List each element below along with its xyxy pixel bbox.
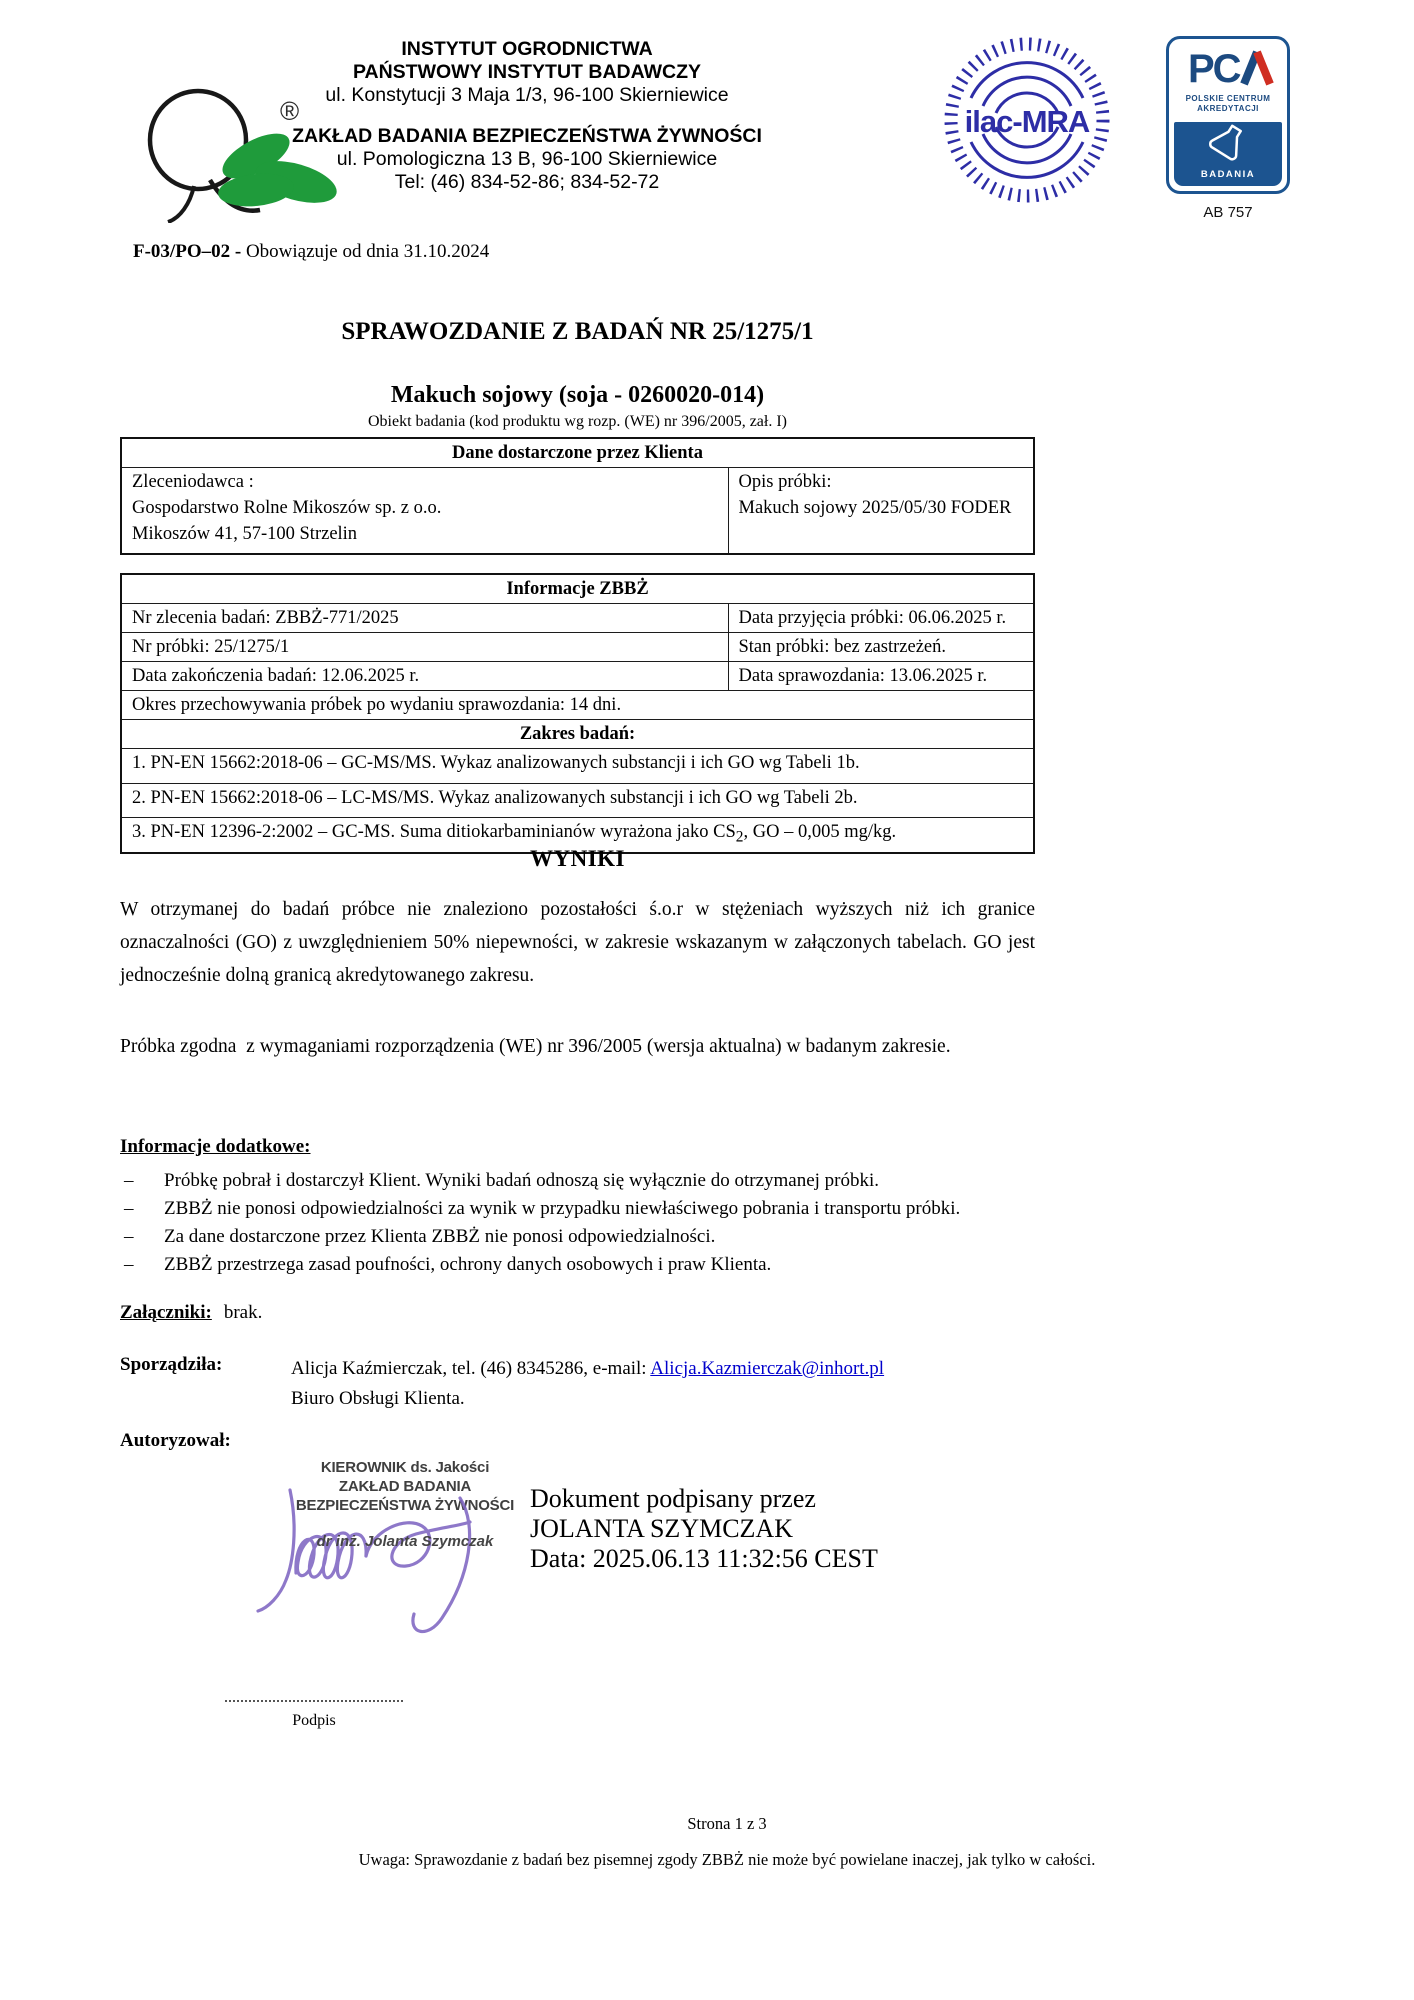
pca-logo — [1166, 36, 1290, 221]
stamp-line-1: KIEROWNIK ds. Jakości — [320, 1459, 490, 1476]
form-reference-text: Obowiązuje od dnia 31.10.2024 — [241, 241, 490, 262]
sample-desc-value: Makuch sojowy 2025/05/30 FODER — [738, 498, 1012, 518]
institute-address: ul. Konstytucji 3 Maja 1/3, 96-100 Skierniewice — [325, 84, 729, 106]
order-number-cell: Nr zlecenia badań: ZBBŻ-771/2025 — [121, 604, 728, 633]
zbbz-info-table — [120, 573, 1035, 854]
prepared-by-label: Sporządziła: — [120, 1354, 223, 1375]
form-reference — [133, 241, 489, 263]
list-item-text: ZBBŻ przestrzega zasad poufności, ochrony danych osobowych i praw Klienta. — [164, 1254, 772, 1275]
client-cell — [121, 468, 728, 555]
sample-title: Makuch sojowy (soja - 0260020-014) — [390, 382, 765, 408]
client-table-header: Dane dostarczone przez Klienta — [121, 438, 1034, 468]
report-date-cell: Data sprawozdania: 13.06.2025 r. — [728, 662, 1034, 691]
pca-accreditation-number: AB 757 — [1203, 204, 1253, 221]
list-item-text: Próbkę pobrał i dostarczył Klient. Wyniki badań odnoszą się wyłącznie do otrzymanej próbki. — [164, 1170, 880, 1191]
pca-name-line2: AKREDYTACJI — [1197, 104, 1259, 113]
department-address: ul. Pomologiczna 13 B, 96-100 Skierniewice — [336, 148, 718, 170]
list-item — [120, 1251, 1035, 1279]
attachments-value: brak. — [223, 1302, 263, 1323]
sample-desc-cell — [728, 468, 1034, 555]
pca-name-line1: POLSKIE CENTRUM — [1185, 94, 1271, 103]
list-item — [120, 1195, 1035, 1223]
prepared-by-line2: Biuro Obsługi Klienta. — [291, 1388, 465, 1409]
digital-signature-line1: Dokument podpisany przez — [530, 1484, 816, 1513]
pca-badge-label: BADANIA — [1200, 169, 1256, 180]
table-row — [121, 468, 1034, 555]
ilac-mra-label: ilac-MRA — [964, 104, 1090, 139]
scope-header: Zakres badań: — [121, 720, 1034, 749]
end-date-cell: Data zakończenia badań: 12.06.2025 r. — [121, 662, 728, 691]
stamp-line-2: ZAKŁAD BADANIA — [338, 1478, 472, 1495]
dash-bullet: – — [124, 1254, 134, 1275]
institute-name-line1: INSTYTUT OGRODNICTWA — [401, 38, 653, 60]
department-phone: Tel: (46) 834-52-86; 834-52-72 — [394, 171, 660, 193]
client-address: Mikoszów 41, 57-100 Strzelin — [132, 524, 358, 544]
dash-bullet: – — [124, 1170, 134, 1191]
authorized-by-label: Autoryzował: — [120, 1430, 231, 1451]
list-item — [120, 1223, 1035, 1251]
table-row — [121, 604, 1034, 633]
table-row — [121, 691, 1034, 720]
dash-bullet: – — [124, 1198, 134, 1219]
list-item — [120, 1167, 1035, 1195]
department-name: ZAKŁAD BADANIA BEZPIECZEŃSTWA ŻYWNOŚCI — [292, 125, 762, 147]
scope-row-1: 1. PN-EN 15662:2018-06 – GC-MS/MS. Wykaz analizowanych substancji i ich GO wg Tabeli 1b. — [121, 749, 1034, 784]
institute-name-line2: PAŃSTWOWY INSTYTUT BADAWCZY — [352, 61, 702, 83]
footer-note: Uwaga: Sprawozdanie z badań bez pisemnej zgody ZBBŻ nie może być powielane inaczej, jak tylko w całości. — [358, 1850, 1096, 1869]
signature-caption: Podpis — [292, 1712, 336, 1729]
sample-note: Obiekt badania (kod produktu wg rozp. (WE) nr 396/2005, zał. I) — [368, 413, 787, 430]
signature-scribble-graphic — [238, 1468, 588, 1643]
table-row — [121, 662, 1034, 691]
signature-line — [225, 1684, 403, 1702]
table-row — [121, 749, 1034, 784]
header-text — [227, 38, 827, 194]
signature-scribble — [238, 1468, 588, 1648]
storage-period-cell: Okres przechowywania próbek po wydaniu sprawozdania: 14 dni. — [121, 691, 1034, 720]
sample-state-cell: Stan próbki: bez zastrzeżeń. — [728, 633, 1034, 662]
page-number: Strona 1 z 3 — [687, 1814, 767, 1833]
list-item-text: Za dane dostarczone przez Klienta ZBBŻ nie ponosi odpowiedzialności. — [164, 1226, 716, 1247]
scope-row-3: 3. PN-EN 12396-2:2002 – GC-MS. Suma ditiokarbaminianów wyrażona jako $CS_2$, GO – 0,005 mg/kg. — [121, 818, 1034, 853]
ilac-mra-logo — [941, 36, 1113, 209]
results-heading: WYNIKI — [529, 846, 625, 871]
registered-mark: ® — [280, 96, 300, 126]
digital-signature-line3: Data: 2025.06.13 11:32:56 CEST — [530, 1544, 878, 1573]
email-link[interactable]: Alicja.Kazmierczak@inhort.pl — [650, 1358, 885, 1379]
prepared-by-line1: Alicja Kaźmierczak, tel. (46) 8345286, e-mail: Alicja.Kazmierczak@inhort.pl — [291, 1358, 885, 1379]
scope-row-2: 2. PN-EN 15662:2018-06 – LC-MS/MS. Wykaz analizowanych substancji i ich GO wg Tabeli 2b. — [121, 783, 1034, 818]
page-title: SPRAWOZDANIE Z BADAŃ NR 25/1275/1 — [341, 318, 814, 345]
ilac-mra-graphic — [941, 36, 1113, 204]
table-row — [121, 783, 1034, 818]
sample-desc-label: Opis próbki: — [738, 472, 832, 492]
client-data-table — [120, 437, 1035, 555]
flask-icon — [1198, 122, 1258, 164]
digital-signature-line2: JOLANTA SZYMCZAK — [530, 1514, 793, 1543]
additional-info-list — [120, 1167, 1035, 1279]
additional-info-heading: Informacje dodatkowe: — [120, 1136, 311, 1157]
stamp-line-3: BEZPIECZEŃSTWA ŻYWNOŚCI — [295, 1497, 515, 1514]
client-name: Gospodarstwo Rolne Mikoszów sp. z o.o. — [132, 498, 442, 518]
svg-text:PC: PC — [1188, 47, 1240, 89]
table-row — [121, 633, 1034, 662]
attachments-line — [120, 1302, 262, 1324]
form-reference-code: F-03/PO–02 - — [133, 241, 242, 262]
list-item-text: ZBBŻ nie ponosi odpowiedzialności za wynik w przypadku niewłaściwego pobrania i transportu próbki. — [164, 1198, 961, 1219]
dash-bullet: – — [124, 1226, 134, 1247]
prepared-by-text — [291, 1354, 1011, 1414]
results-paragraph: W otrzymanej do badań próbce nie znaleziono pozostałości ś.o.r w stężeniach wyższych niż ich granice oznaczalności (GO) z uwzględnieniem 50% niepewności, w zakresie wskazanym w załączonych tabelach. GO jest jednocześnie dolną granicą akredytowanego zakresu. — [120, 899, 1035, 986]
pca-wordmark — [1172, 45, 1284, 89]
attachments-label: Załączniki: — [120, 1302, 212, 1323]
stamp-name: dr inż. Jolanta Szymczak — [316, 1533, 494, 1550]
client-label: Zleceniodawca : — [132, 472, 254, 492]
sample-number-cell: Nr próbki: 25/1275/1 — [121, 633, 728, 662]
received-date-cell: Data przyjęcia próbki: 06.06.2025 r. — [728, 604, 1034, 633]
compliance-paragraph: Próbka zgodna z wymaganiami rozporządzenia (WE) nr 396/2005 (wersja aktualna) w badanym zakresie. — [120, 1036, 951, 1057]
info-table-header: Informacje ZBBŻ — [121, 574, 1034, 604]
